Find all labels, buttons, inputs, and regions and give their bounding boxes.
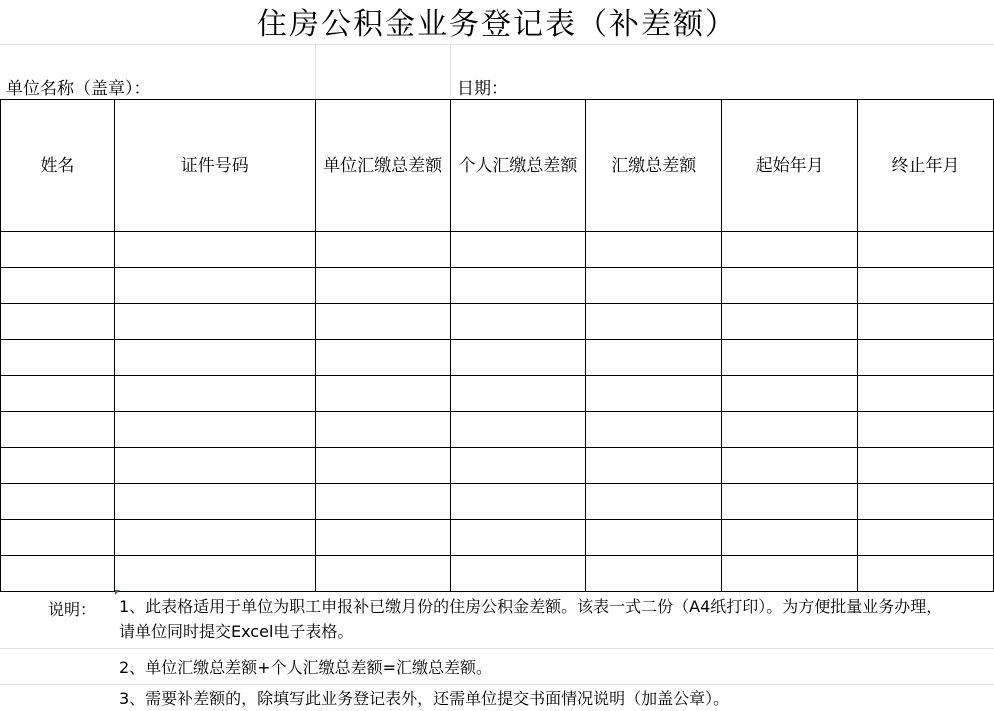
table-cell[interactable]: [315, 484, 450, 520]
registration-table: [0, 99, 994, 592]
table-row: [1, 484, 994, 520]
table-row: [1, 376, 994, 412]
table-cell[interactable]: [586, 448, 722, 484]
header-total-diff: 汇缴总差额: [586, 100, 722, 232]
table-cell[interactable]: [586, 268, 722, 304]
gridline: [0, 684, 994, 685]
table-cell[interactable]: [722, 520, 858, 556]
table-cell[interactable]: [586, 304, 722, 340]
header-end-month: 终止年月: [858, 100, 994, 232]
table-cell[interactable]: [315, 268, 450, 304]
table-cell[interactable]: [858, 448, 994, 484]
table-cell[interactable]: [1, 340, 115, 376]
table-cell[interactable]: [586, 376, 722, 412]
table-cell[interactable]: [858, 304, 994, 340]
table-row: [1, 448, 994, 484]
table-cell[interactable]: [858, 556, 994, 592]
table-cell[interactable]: [315, 376, 450, 412]
table-cell[interactable]: [722, 268, 858, 304]
table-cell[interactable]: [586, 484, 722, 520]
table-cell[interactable]: [114, 448, 315, 484]
table-cell[interactable]: [114, 232, 315, 268]
table-cell[interactable]: [1, 268, 115, 304]
table-cell[interactable]: [1, 412, 115, 448]
table-cell[interactable]: [722, 232, 858, 268]
table-cell[interactable]: [1, 376, 115, 412]
table-cell[interactable]: [450, 232, 586, 268]
table-cell[interactable]: [858, 268, 994, 304]
note-2: 2、单位汇缴总差额+个人汇缴总差额=汇缴总差额。: [119, 658, 492, 677]
table-cell[interactable]: [114, 556, 315, 592]
table-cell[interactable]: [858, 340, 994, 376]
form-title: 住房公积金业务登记表（补差额）: [257, 7, 737, 42]
table-cell[interactable]: [450, 448, 586, 484]
table-cell[interactable]: [450, 268, 586, 304]
table-cell[interactable]: [450, 340, 586, 376]
table-cell[interactable]: [315, 448, 450, 484]
table-cell[interactable]: [586, 412, 722, 448]
table-cell[interactable]: [114, 376, 315, 412]
table-cell[interactable]: [722, 376, 858, 412]
gridline: [0, 44, 994, 45]
gridline: [450, 44, 451, 100]
note-3: 3、需要补差额的，除填写此业务登记表外，还需单位提交书面情况说明（加盖公章）。: [119, 689, 730, 708]
note-1: 1、此表格适用于单位为职工申报补已缴月份的住房公积金差额。该表一式二份（A4纸打印）。为方便批量业务办理，请单位同时提交Excel电子表格。: [119, 597, 943, 641]
table-cell[interactable]: [450, 556, 586, 592]
table-cell[interactable]: [450, 520, 586, 556]
table-cell[interactable]: [1, 556, 115, 592]
header-personal-diff: 个人汇缴总差额: [450, 100, 586, 232]
table-cell[interactable]: [722, 484, 858, 520]
table-row: [1, 304, 994, 340]
table-cell[interactable]: [315, 520, 450, 556]
table-cell[interactable]: [858, 484, 994, 520]
table-cell[interactable]: [586, 232, 722, 268]
table-cell[interactable]: [722, 448, 858, 484]
table-cell[interactable]: [450, 376, 586, 412]
table-cell[interactable]: [450, 304, 586, 340]
table-cell[interactable]: [722, 412, 858, 448]
table-row: [1, 340, 994, 376]
table-cell[interactable]: [858, 412, 994, 448]
table-cell[interactable]: [586, 556, 722, 592]
table-row: [1, 268, 994, 304]
table-cell[interactable]: [1, 520, 115, 556]
table-cell[interactable]: [315, 340, 450, 376]
date-label: 日期：: [457, 79, 508, 99]
table-cell[interactable]: [586, 340, 722, 376]
table-body: [1, 232, 994, 592]
table-cell[interactable]: [450, 484, 586, 520]
table-cell[interactable]: [450, 412, 586, 448]
table-row: [1, 520, 994, 556]
table-cell[interactable]: [586, 520, 722, 556]
table-cell[interactable]: [858, 376, 994, 412]
notes-label: 说明：: [48, 600, 97, 619]
table-row: [1, 556, 994, 592]
table-cell[interactable]: [1, 484, 115, 520]
table-cell[interactable]: [114, 304, 315, 340]
table-cell[interactable]: [315, 232, 450, 268]
unit-name-label: 单位名称（盖章）：: [6, 79, 151, 99]
header-row: [1, 100, 994, 232]
table-cell[interactable]: [1, 448, 115, 484]
table-cell[interactable]: [1, 232, 115, 268]
table-row: [1, 412, 994, 448]
table-cell[interactable]: [722, 340, 858, 376]
table-cell[interactable]: [315, 304, 450, 340]
header-id-number: 证件号码: [114, 100, 315, 232]
table-cell[interactable]: [858, 520, 994, 556]
table-cell[interactable]: [858, 232, 994, 268]
table-cell[interactable]: [722, 304, 858, 340]
table-cell[interactable]: [114, 484, 315, 520]
table-cell[interactable]: [315, 412, 450, 448]
gridline: [0, 648, 994, 649]
header-unit-diff: 单位汇缴总差额: [315, 100, 450, 232]
table-cell[interactable]: [722, 556, 858, 592]
table-cell[interactable]: [114, 412, 315, 448]
table-cell[interactable]: [315, 556, 450, 592]
table-cell[interactable]: [1, 304, 115, 340]
table-cell[interactable]: [114, 340, 315, 376]
table-cell[interactable]: [114, 268, 315, 304]
header-name: 姓名: [1, 100, 115, 232]
header-start-month: 起始年月: [722, 100, 858, 232]
table-row: [1, 232, 994, 268]
gridline: [315, 44, 316, 100]
table-cell[interactable]: [114, 520, 315, 556]
